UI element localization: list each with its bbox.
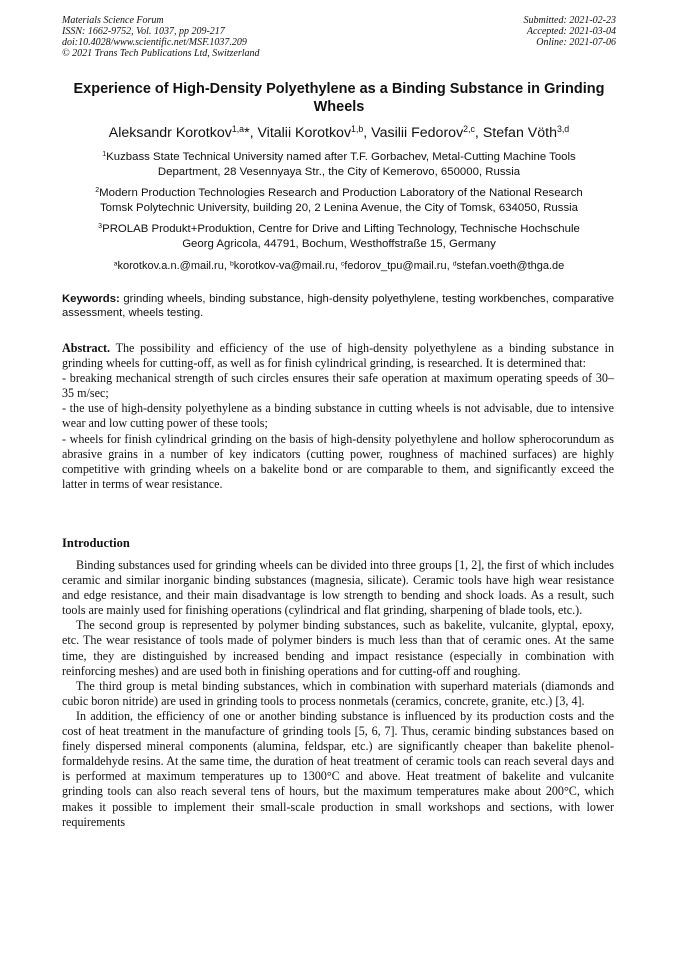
- doi: doi:10.4028/www.scientific.net/MSF.1037.209: [62, 37, 247, 48]
- keywords-text: grinding wheels, binding substance, high-density polyethylene, testing workbenches, comparative assessment, wheels testing.: [62, 293, 614, 319]
- paragraph: The second group is represented by polymer binding substances, such as bakelite, vulcanite, glyptal, epoxy, etc. The wear resistance of tools made of polymer binders is much less than that of ceramic ones. At the same time, they are distinguished by increased bending and impact resistance (especially in combination with reinforcing meshes) and are used both in finishing operations and for cutting-off and roughing.: [62, 618, 614, 678]
- abstract: [62, 341, 614, 492]
- author: Vitalii Korotkov$^{1,b}$,: [257, 124, 372, 141]
- email-link[interactable]: $^c$fedorov_tpu@mail.ru,: [340, 260, 453, 272]
- paragraph: Binding substances used for grinding wheels can be divided into three groups [1, 2], the first of which includes ceramic and similar inorganic binding substances (magnesia, silicate). Ceramic tools have high wear resistance and edge resistance, and their main disadvantage is low strength to bending and shock loads. As a result, such tools are mainly used for finishing operations (cylindrical and flat grinding, sharpening of blade tools, etc.).: [62, 558, 614, 618]
- publication-dates: [524, 15, 617, 48]
- introduction-body: [62, 558, 614, 830]
- affiliation-3: $^3$PROLAB Produkt+Produktion, Centre for Drive and Lifting Technology, Technische Hochschule Georg Agricola, 44791, Bochum, Westhoffstraße 15, Germany: [98, 223, 580, 250]
- affiliation-1: $^1$Kuzbass State Technical University named after T.F. Gorbachev, Metal-Cutting Machine Tools Department, 28 Vesennyaya Str., the City of Kemerovo, 650000, Russia: [102, 151, 576, 178]
- paragraph: The third group is metal binding substances, which in combination with superhard materials (diamonds and cubic boron nitride) are used in grinding tools to process nonmetals (ceramics, concrete, granite, etc.) [3, 4].: [62, 678, 614, 708]
- abstract-lead: The possibility and efficiency of the use of high-density polyethylene as a binding substance in grinding wheels for cutting-off, as well as for finish cylindrical grinding, is researched. It is determined that:: [62, 341, 614, 371]
- author: Stefan Vöth$^{3,d}$: [482, 124, 570, 141]
- paper-title: Experience of High-Density Polyethylene as a Binding Substance in Grinding Wheels: [73, 81, 605, 115]
- online-date: Online: 2021-07-06: [536, 37, 616, 48]
- section-heading-introduction: Introduction: [62, 536, 130, 550]
- author: Vasilii Fedorov$^{2,c}$,: [371, 124, 483, 141]
- abstract-point: - wheels for finish cylindrical grinding on the basis of high-density polyethylene and hollow spherocorundum as abrasive grains in a number of key indicators (cutting power, roughness of machined surfaces) are highly competitive with grinding wheels on a bakelite bond or are comparable to them, and significantly exceed the latter in terms of wear resistance.: [62, 431, 614, 491]
- journal-name: Materials Science Forum: [62, 15, 164, 26]
- copyright: © 2021 Trans Tech Publications Ltd, Switzerland: [62, 48, 260, 59]
- journal-info: [62, 15, 260, 59]
- author-emails: [40, 259, 638, 273]
- email-link[interactable]: $^d$stefan.voeth@thga.de: [452, 260, 565, 272]
- abstract-point: - breaking mechanical strength of such circles ensures their safe operation at maximum operating speeds of 30–35 m/sec;: [62, 371, 614, 401]
- abstract-label: Abstract.: [62, 341, 111, 355]
- author-list: [40, 124, 638, 142]
- author: Aleksandr Korotkov$^{1,a}$*,: [108, 124, 258, 141]
- email-link[interactable]: $^a$korotkov.a.n.@mail.ru,: [113, 260, 230, 272]
- submitted-date: Submitted: 2021-02-23: [523, 15, 616, 26]
- keywords: [62, 292, 614, 320]
- keywords-label: Keywords:: [62, 293, 120, 305]
- accepted-date: Accepted: 2021-03-04: [526, 26, 616, 37]
- affiliation-2: $^2$Modern Production Technologies Research and Production Laboratory of the National Research Tomsk Polytechnic University, building 20, 2 Lenina Avenue, the City of Tomsk, 634050, Russia: [95, 187, 583, 214]
- abstract-point: - the use of high-density polyethylene as a binding substance in cutting wheels is not advisable, due to intensive wear and low cutting power of these tools;: [62, 401, 614, 431]
- paragraph: In addition, the efficiency of one or another binding substance is influenced by its production costs and the cost of heat treatment in the manufacture of grinding tools [5, 6, 7]. Thus, ceramic binding substances based on finely dispersed mineral components (alumina, feldspar, etc.) are significantly cheaper than bakelite phenol-formaldehyde resins. At the same time, the duration of heat treatment of ceramic tools can reach several days and is performed at maximum temperatures up to 1300°C and above. Heat treatment of bakelite and vulcanite grinding tools can also reach several tens of hours, but the maximum temperatures make about 200°C, which makes it possible to implement their small-scale production in small workshops and sections, with lower requirements: [62, 708, 614, 829]
- issn: ISSN: 1662-9752, Vol. 1037, pp 209-217: [62, 26, 225, 37]
- email-link[interactable]: $^b$korotkov-va@mail.ru,: [229, 260, 341, 272]
